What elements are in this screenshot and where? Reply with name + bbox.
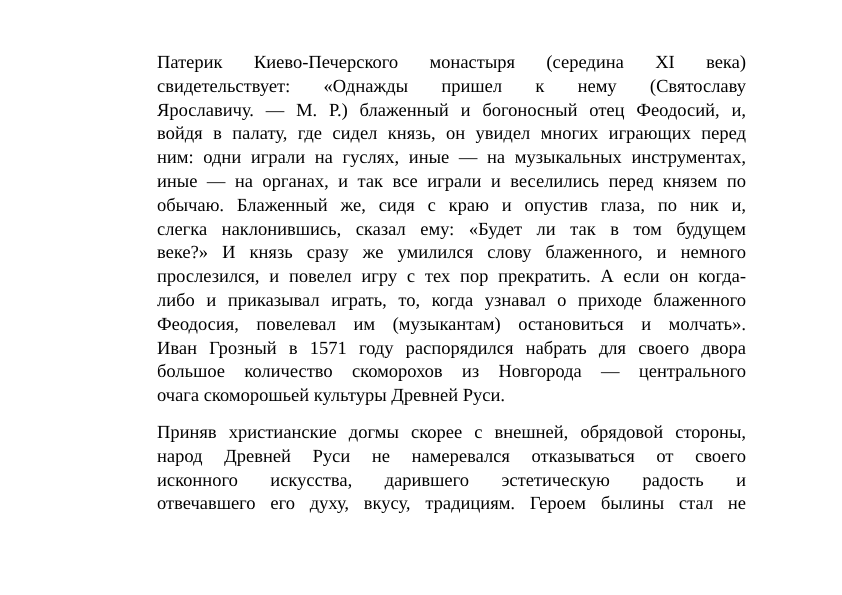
paragraph-spacer <box>157 409 746 422</box>
text-line: исконного искусства, дарившего эстетическую радость и <box>157 470 746 491</box>
text-line: обычаю. Блаженный же, сидя с краю и опустив глаза, по ник и, <box>157 195 746 216</box>
text-line: прослезился, и повелел игру с тех пор прекратить. А если он когда- <box>157 267 746 288</box>
text-line: очага скоморошьей культуры Древней Руси. <box>157 386 505 407</box>
body-text <box>157 52 746 517</box>
text-line: отвечавшего его духу, вкусу, традициям. Героем былины стал не <box>157 494 746 515</box>
text-line: либо и приказывал играть, то, когда узнавал о приходе блаженного <box>157 290 746 311</box>
text-line: Феодосия, повелевал им (музыкантам) остановиться и молчать». <box>157 314 746 335</box>
text-line: иные — на органах, и так все играли и веселились перед князем по <box>157 171 746 192</box>
text-line: войдя в палату, где сидел князь, он увидел многих играющих перед <box>157 124 746 145</box>
text-line: веке?» И князь сразу же умилился слову блаженного, и немного <box>157 243 746 264</box>
text-line: народ Древней Руси не намеревался отказываться от своего <box>157 446 746 467</box>
text-line: Приняв христианские догмы скорее с внешней, обрядовой стороны, <box>157 422 746 443</box>
paragraph-1 <box>157 52 746 409</box>
text-line: ним: одни играли на гуслях, иные — на музыкальных инструментах, <box>157 148 746 169</box>
text-line: слегка наклонившись, сказал ему: «Будет ли так в том будущем <box>157 219 746 240</box>
text-line: Иван Грозный в 1571 году распорядился набрать для своего двора <box>157 338 746 359</box>
text-line: Патерик Киево-Печерского монастыря (середина XI века) <box>157 53 746 73</box>
text-line: Ярославичу. — М. Р.) блаженный и богоносный отец Феодосий, и, <box>157 100 746 121</box>
text-line: большое количество скоморохов из Новгорода — центрального <box>157 362 746 383</box>
paragraph-2 <box>157 422 746 517</box>
text-line: свидетельствует: «Однажды пришел к нему (Святославу <box>157 76 746 97</box>
